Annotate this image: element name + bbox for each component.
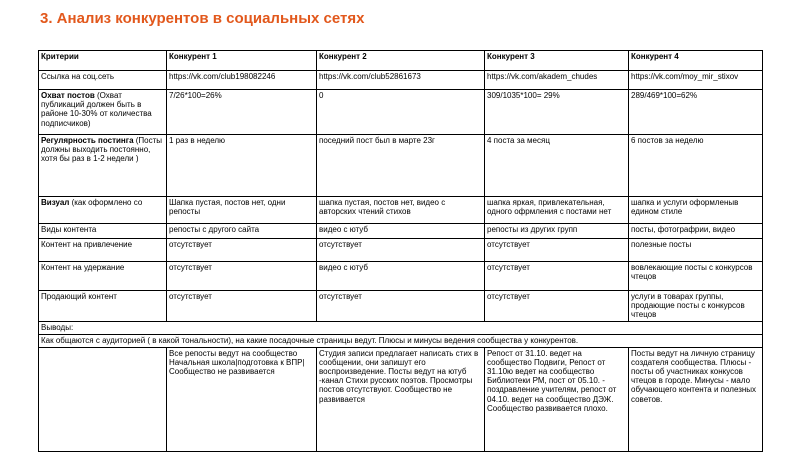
cell-link-c4: https://vk.com/moy_mir_stixov [629, 71, 763, 90]
cell-visual-c1: Шапка пустая, постов нет, одни репосты [167, 197, 317, 224]
cell-retain-c1: отсутствует [167, 262, 317, 291]
table-row-content-types [39, 224, 763, 239]
header-competitor-3: Конкурент 3 [485, 51, 629, 71]
cell-types-c2: видео с ютуб [317, 224, 485, 239]
table-row-attract [39, 239, 763, 262]
question-text: Как общаются с аудиторией ( в какой тональности), на какие посадочные страницы ведут. Плюсы и минусы ведения сообщества у конкурентов. [39, 334, 763, 347]
table-row-visual [39, 197, 763, 224]
criteria-selling: Продающий контент [39, 291, 167, 322]
criteria-regularity [39, 135, 167, 197]
cell-reach-c3: 309/1035*100= 29% [485, 90, 629, 135]
criteria-visual [39, 197, 167, 224]
header-competitor-2: Конкурент 2 [317, 51, 485, 71]
conclusions-label: Выводы: [39, 321, 763, 334]
cell-link-c1: https://vk.com/club198082246 [167, 71, 317, 90]
cell-reach-c2: 0 [317, 90, 485, 135]
criteria-retain: Контент на удержание [39, 262, 167, 291]
criteria-visual-title: Визуал [41, 198, 70, 207]
cell-regularity-c3: 4 поста за месяц [485, 135, 629, 197]
table-row-retain [39, 262, 763, 291]
competitor-analysis-table [38, 50, 763, 452]
table-row-details [39, 347, 763, 451]
cell-retain-c3: отсутствует [485, 262, 629, 291]
cell-details-criteria-empty [39, 347, 167, 451]
table-row-link [39, 71, 763, 90]
criteria-reach-title: Охват постов [41, 91, 95, 100]
cell-types-c4: посты, фотографрии, видео [629, 224, 763, 239]
cell-link-c2: https://vk.com/club52861673 [317, 71, 485, 90]
table-row-question [39, 334, 763, 347]
criteria-regularity-title: Регулярность постинга [41, 136, 134, 145]
cell-visual-c4: шапка и услуги оформленыв едином стиле [629, 197, 763, 224]
table-row-selling [39, 291, 763, 322]
cell-visual-c3: шапка яркая, привлекательная, одного офрмления с постами нет [485, 197, 629, 224]
criteria-attract: Контент на привлечение [39, 239, 167, 262]
cell-types-c1: репосты с другого сайта [167, 224, 317, 239]
criteria-visual-desc: (как оформлено со [69, 198, 143, 207]
criteria-regularity-desc: (Посты должны выходить постоянно, хотя бы раз в 1-2 недели ) [41, 136, 163, 164]
criteria-reach-desc: (Охват публикаций должен быть в районе 10-30% от количества подписчиков) [41, 91, 152, 128]
cell-regularity-c1: 1 раз в неделю [167, 135, 317, 197]
cell-retain-c2: видео с ютуб [317, 262, 485, 291]
criteria-link: Ссылка на соц.сеть [39, 71, 167, 90]
cell-attract-c2: отсутствует [317, 239, 485, 262]
cell-link-c3: https://vk.com/akadem_chudes [485, 71, 629, 90]
page-title: 3. Анализ конкурентов в социальных сетях [40, 10, 365, 27]
cell-selling-c4: услуги в товарах группы, продающие посты с конкурсов чтецов [629, 291, 763, 322]
cell-selling-c2: отсутствует [317, 291, 485, 322]
table-row-conclusions [39, 321, 763, 334]
criteria-content-types: Виды контента [39, 224, 167, 239]
cell-details-c4: Посты ведут на личную страницу создателя сообщества. Плюсы - посты об участниках конкусов чтецов в городе. Минусы - мало обучающего контента и полезных советов. [629, 347, 763, 451]
cell-attract-c4: полезные посты [629, 239, 763, 262]
cell-attract-c3: отсутствует [485, 239, 629, 262]
cell-details-c1: Все репосты ведут на сообщество Начальная школа|подготовка к ВПР| Сообщество не развивается [167, 347, 317, 451]
cell-regularity-c2: поседний пост был в марте 23г [317, 135, 485, 197]
header-competitor-1: Конкурент 1 [167, 51, 317, 71]
cell-reach-c4: 289/469*100=62% [629, 90, 763, 135]
table-row-regularity [39, 135, 763, 197]
cell-regularity-c4: 6 постов за неделю [629, 135, 763, 197]
header-competitor-4: Конкурент 4 [629, 51, 763, 71]
cell-attract-c1: отсутствует [167, 239, 317, 262]
cell-details-c2: Студия записи предлагает написать стих в сообщении, они запишут его воспроизведение. Посты ведут на ютуб -канал Стихи русских поэтов. Просмотры постов отсутствуют. Сообщество не развивается [317, 347, 485, 451]
cell-selling-c1: отсутствует [167, 291, 317, 322]
cell-types-c3: репосты из других групп [485, 224, 629, 239]
table-header-row [39, 51, 763, 71]
cell-visual-c2: шапка пустая, постов нет, видео с авторских чтений стихов [317, 197, 485, 224]
cell-reach-c1: 7/26*100=26% [167, 90, 317, 135]
header-criteria: Критерии [39, 51, 167, 71]
criteria-reach [39, 90, 167, 135]
cell-selling-c3: отсутствует [485, 291, 629, 322]
cell-retain-c4: вовлекающие посты с конкурсов чтецов [629, 262, 763, 291]
cell-details-c3: Репост от 31.10. ведет на сообщество Подвиги, Репост от 31.10ю ведет на сообщество Библиотеки РМ, пост от 05.10. - поздравление учителям, репост от 04.10. ведет на сообщество ДЭЖ. Сообщество развивается плохо. [485, 347, 629, 451]
table-row-reach [39, 90, 763, 135]
